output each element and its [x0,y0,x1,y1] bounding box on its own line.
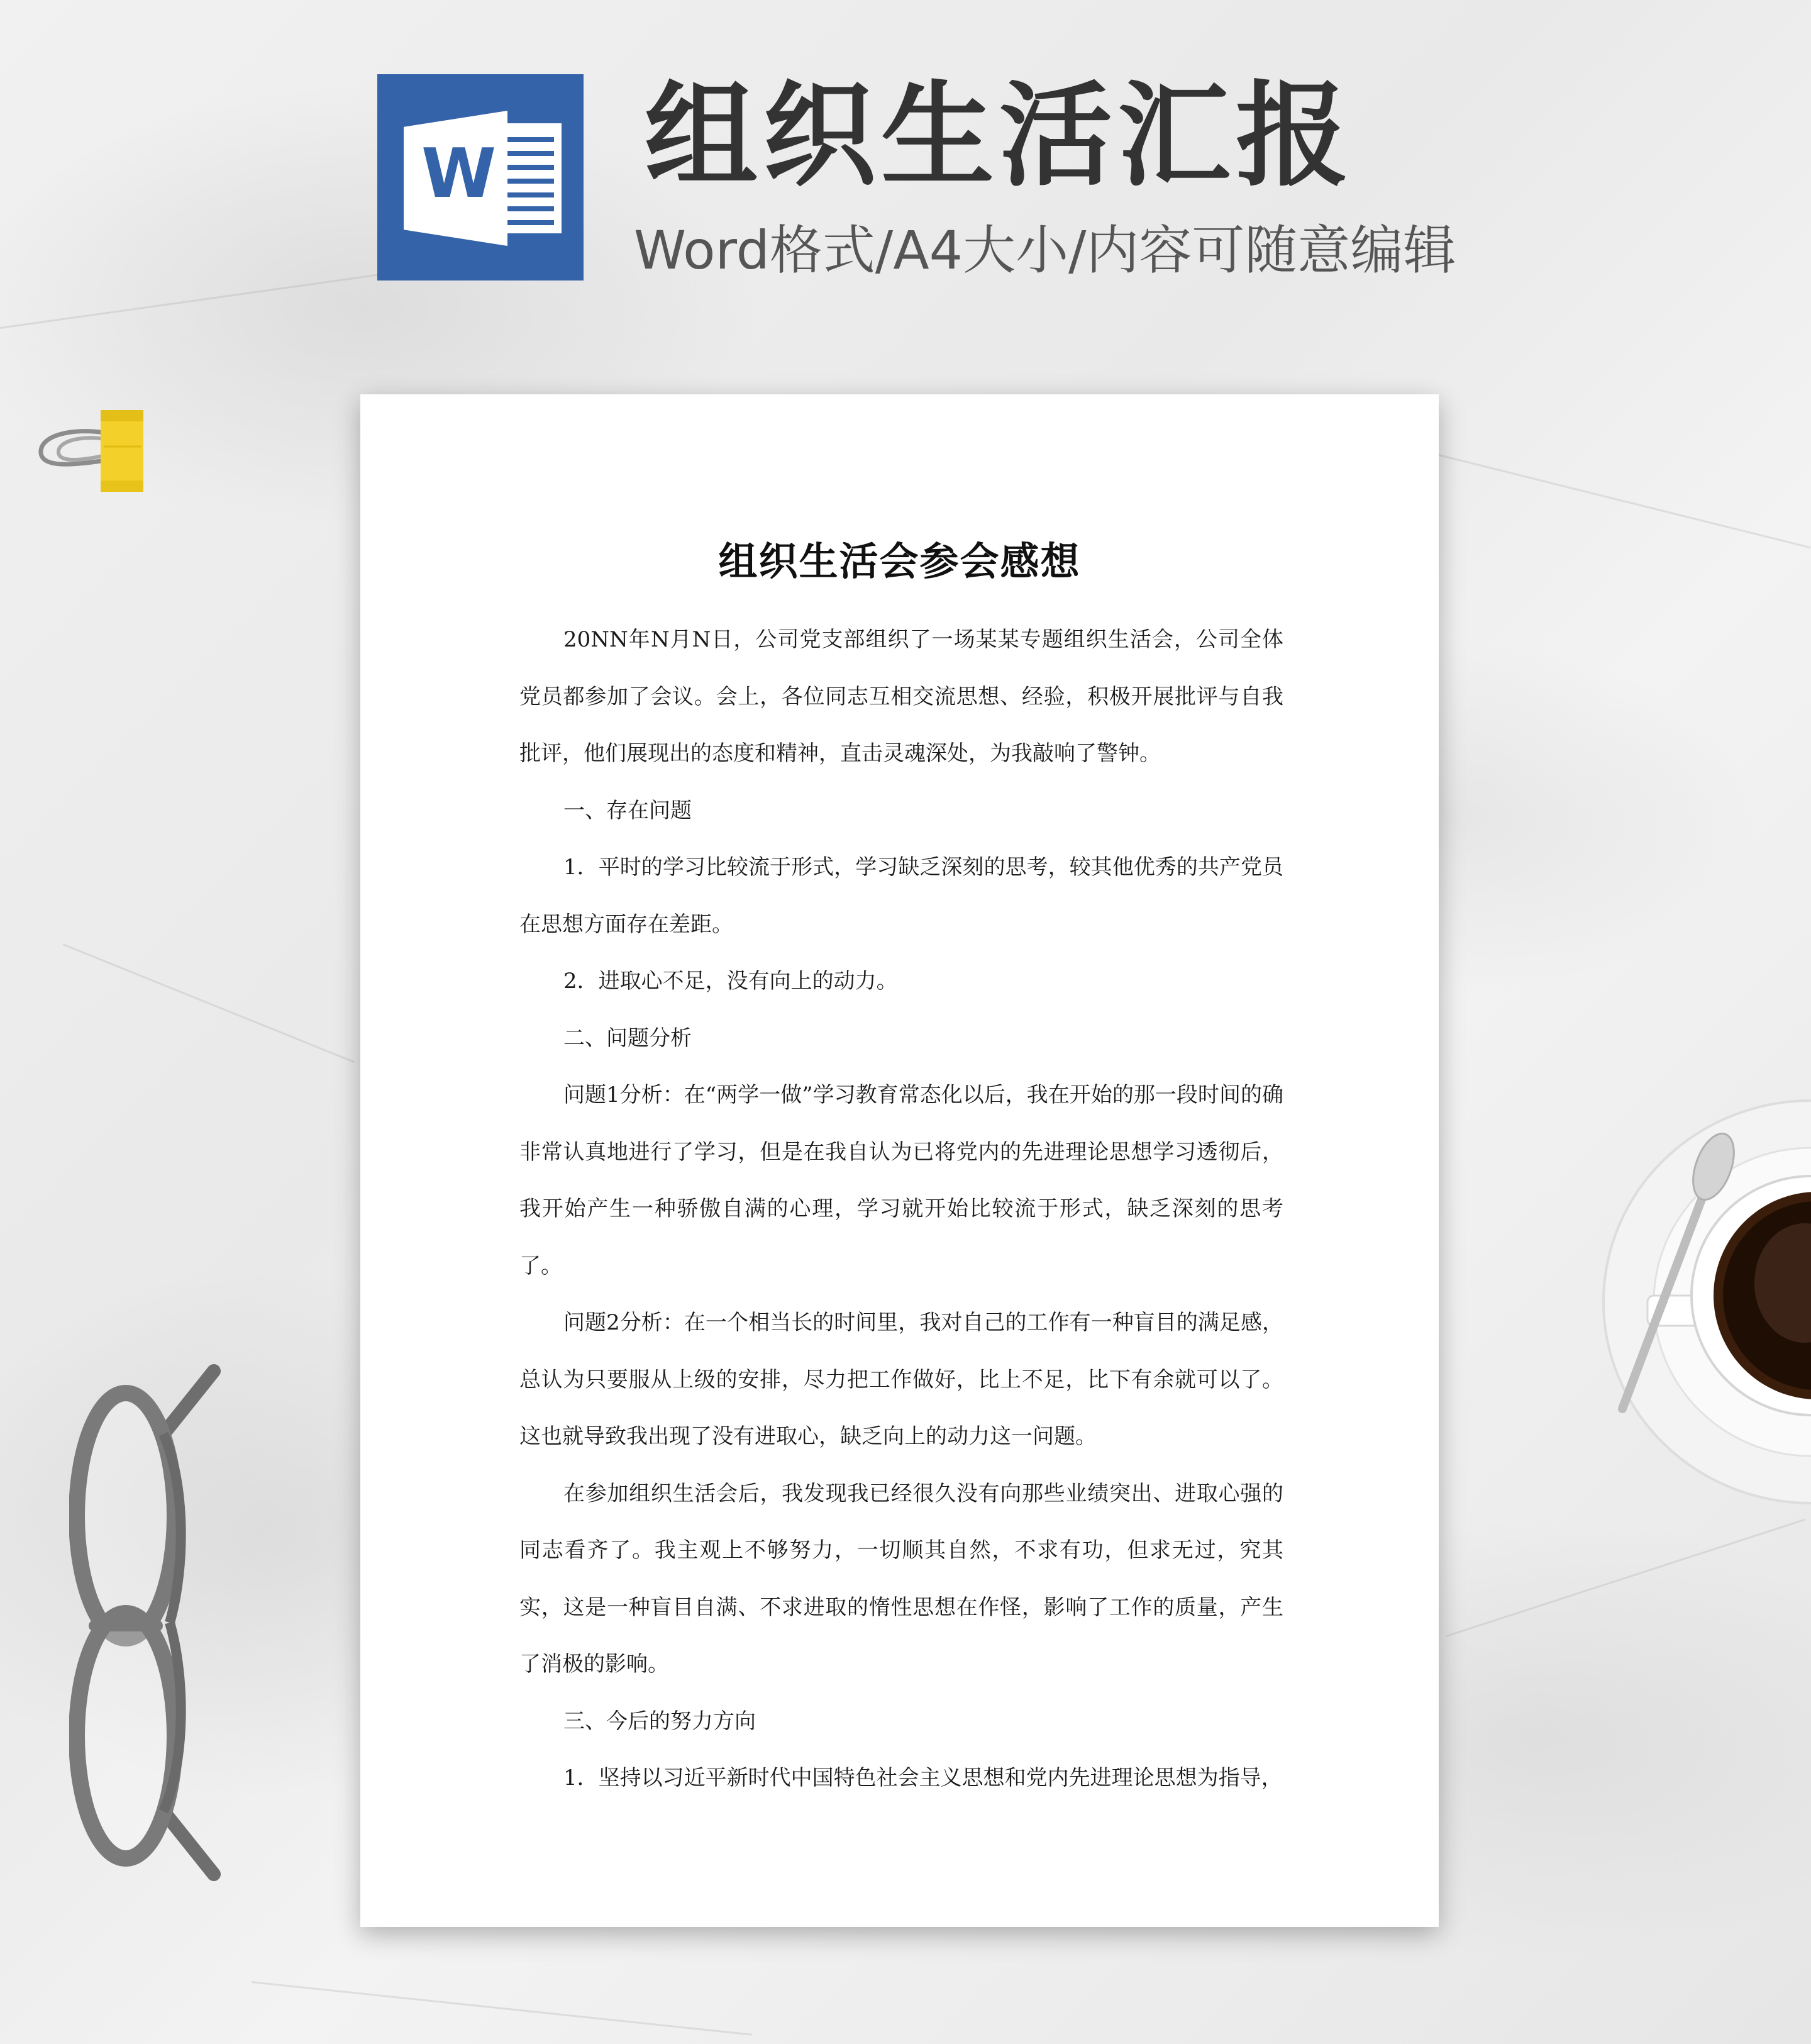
document-title: 组织生活会参会感想 [718,538,1081,584]
heading-problems: 一、存在问题 [563,797,692,823]
heading-direction: 三、今后的努力方向 [563,1708,756,1734]
marble-vein [1383,440,1811,548]
page-subtitle: Word格式/A4大小/内容可随意编辑 [634,219,1456,281]
paragraph-analysis-2: 问题2分析：在一个相当长的时间里，我对自己的工作有一种盲目的满足感，总认为只要服从上级的安排，尽力把工作做好，比上不足，比下有余就可以了。这也就导致我出现了没有进取心，缺乏向上的动力这一问题。 [519,1310,1283,1449]
document-body [519,611,1283,1807]
word-logo-page [500,123,562,233]
paragraph-reflection: 在参加组织生活会后，我发现我已经很久没有向那些业绩突出、进取心强的同志看齐了。我主观上不够努力，一切顺其自然，不求有功，但求无过，究其实，这是一种盲目自满、不求进取的惰性思想在作怪，影响了工作的质量，产生了消极的影响。 [519,1480,1283,1677]
eyeglasses-icon [69,1358,245,1887]
marble-vein [252,1981,752,2036]
paragraph-problem-1: 1．平时的学习比较流于形式，学习缺乏深刻的思考，较其他优秀的共产党员在思想方面存在差距。 [519,855,1283,937]
paragraph-direction-1: 1．坚持以习近平新时代中国特色社会主义思想和党内先进理论思想为指导， [563,1765,1283,1791]
coffee-cup-icon [1597,1094,1811,1535]
marble-vein [1446,1519,1806,1637]
marble-vein [62,943,355,1063]
page-title: 组织生活汇报 [645,70,1354,202]
binder-clip-icon [35,403,148,497]
paragraph-problem-2: 2．进取心不足，没有向上的动力。 [563,969,898,994]
paragraph-analysis-1: 问题1分析：在“两学一做”学习教育常态化以后，我在开始的那一段时间的确非常认真地进行了学习，但是在我自认为已将党内的先进理论思想学习透彻后，我开始产生一种骄傲自满的心理，学习就开始比较流于形式，缺乏深刻的思考了。 [519,1082,1283,1279]
paragraph-intro: 20NN年N月N日，公司党支部组织了一场某某专题组织生活会，公司全体党员都参加了会议。会上，各位同志互相交流思想、经验，积极开展批评与自我批评，他们展现出的态度和精神，直击灵魂深处，为我敲响了警钟。 [519,627,1283,766]
document-page [360,394,1439,1927]
heading-analysis: 二、问题分析 [563,1025,692,1051]
word-logo-letter: W [421,135,497,213]
word-logo-icon [377,74,584,280]
